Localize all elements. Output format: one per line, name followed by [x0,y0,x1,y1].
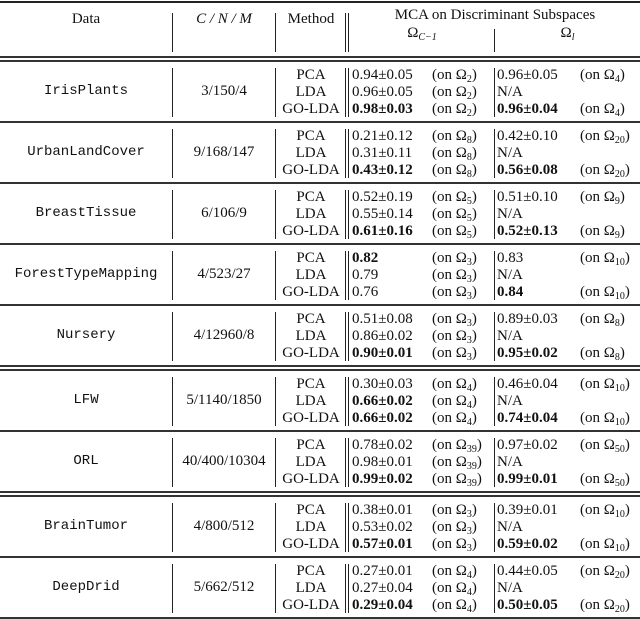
header-omega-c1: $\Omega_{C-1}$ [407,25,437,43]
score-omega-c1: 0.43±0.12 [352,162,413,178]
table-row [0,376,640,393]
method-label: PCA [296,250,326,266]
subspace-label: (on $\Omega_5$) [432,189,477,207]
subspace-label: (on $\Omega_{20}$) [580,128,630,146]
table-row [0,145,640,162]
table-row [0,128,640,145]
subspace-label: (on $\Omega_{10}$) [580,250,630,268]
method-label: LDA [295,393,327,409]
table-row [0,437,640,454]
method-label: PCA [296,311,326,327]
table-row [0,206,640,223]
subspace-label: (on $\Omega_4$) [432,597,477,615]
table-row [0,597,640,614]
method-label: GO-LDA [282,410,340,426]
subspace-label: (on $\Omega_3$) [432,311,477,329]
subspace-label: (on $\Omega_4$) [432,563,477,581]
dataset-cnm: 9/168/147 [193,144,255,160]
score-omega-c1: 0.30±0.03 [352,376,413,392]
subspace-label: (on $\Omega_{20}$) [580,162,630,180]
table-row [0,536,640,553]
method-label: PCA [296,376,326,392]
header-omega-l: $\Omega_l$ [560,25,575,43]
subspace-label: (on $\Omega_{50}$) [580,437,630,455]
score-omega-c1: 0.90±0.01 [352,345,413,361]
method-label: LDA [295,267,327,283]
method-label: LDA [295,84,327,100]
method-label: GO-LDA [282,536,340,552]
subspace-label: (on $\Omega_{10}$) [580,536,630,554]
dataset-cnm: 40/400/10304 [182,453,266,469]
subspace-label: (on $\Omega_{39}$) [432,454,482,472]
score-omega-l: N/A [497,393,523,409]
table-row [0,189,640,206]
score-omega-l: 0.52±0.13 [497,223,558,239]
score-omega-c1: 0.21±0.12 [352,128,413,144]
score-omega-c1: 0.78±0.02 [352,437,413,453]
dataset-group [0,123,640,182]
subspace-label: (on $\Omega_5$) [432,206,477,224]
score-omega-c1: 0.53±0.02 [352,519,413,535]
method-label: PCA [296,128,326,144]
score-omega-l: 0.42±0.10 [497,128,558,144]
table-row [0,519,640,536]
score-omega-l: N/A [497,206,523,222]
score-omega-l: 0.44±0.05 [497,563,558,579]
score-omega-c1: 0.66±0.02 [352,393,413,409]
table-row [0,502,640,519]
score-omega-c1: 0.98±0.03 [352,101,413,117]
subspace-label: (on $\Omega_8$) [432,128,477,146]
subspace-label: (on $\Omega_{10}$) [580,410,630,428]
method-label: PCA [296,189,326,205]
dataset-name: ForestTypeMapping [14,266,158,282]
score-omega-c1: 0.66±0.02 [352,410,413,426]
dataset-group [0,184,640,243]
table-row [0,311,640,328]
score-omega-l: N/A [497,580,523,596]
table-row [0,471,640,488]
method-label: GO-LDA [282,345,340,361]
subspace-label: (on $\Omega_8$) [580,311,625,329]
dataset-name: DeepDrid [52,579,120,595]
dataset-group [0,371,640,430]
table-row [0,223,640,240]
method-label: GO-LDA [282,284,340,300]
dataset-name: LFW [73,392,99,408]
method-label: LDA [295,519,327,535]
score-omega-c1: 0.52±0.19 [352,189,413,205]
subspace-label: (on $\Omega_8$) [580,345,625,363]
score-omega-l: 0.96±0.04 [497,101,558,117]
table-row [0,284,640,301]
subspace-label: (on $\Omega_4$) [580,101,625,119]
table-row [0,67,640,84]
score-omega-c1: 0.31±0.11 [352,145,413,161]
subspace-label: (on $\Omega_3$) [432,536,477,554]
score-omega-l: 0.39±0.01 [497,502,558,518]
method-label: LDA [295,454,327,470]
subspace-label: (on $\Omega_4$) [432,580,477,598]
table-row [0,410,640,427]
score-omega-c1: 0.27±0.04 [352,580,413,596]
method-label: PCA [296,563,326,579]
dataset-group [0,62,640,121]
method-label: PCA [296,502,326,518]
dataset-group [0,306,640,365]
method-label: GO-LDA [282,223,340,239]
subspace-label: (on $\Omega_3$) [432,284,477,302]
score-omega-c1: 0.55±0.14 [352,206,413,222]
subspace-label: (on $\Omega_2$) [432,84,477,102]
results-table [0,1,640,619]
score-omega-c1: 0.76 [352,284,379,300]
dataset-name: UrbanLandCover [27,144,145,160]
score-omega-c1: 0.96±0.05 [352,84,413,100]
score-omega-l: 0.83 [497,250,524,266]
header-method: Method [287,11,335,27]
dataset-cnm: 4/800/512 [193,518,255,534]
dataset-name: Nursery [56,327,116,343]
dataset-cnm: 3/150/4 [201,83,247,99]
subspace-label: (on $\Omega_9$) [580,223,625,241]
subspace-label: (on $\Omega_{39}$) [432,437,482,455]
method-label: GO-LDA [282,471,340,487]
score-omega-l: N/A [497,519,523,535]
subspace-label: (on $\Omega_4$) [432,410,477,428]
score-omega-c1: 0.57±0.01 [352,536,413,552]
dataset-cnm: 4/523/27 [197,266,251,282]
subspace-label: (on $\Omega_{20}$) [580,597,630,615]
subspace-label: (on $\Omega_2$) [432,101,477,119]
score-omega-l: 0.56±0.08 [497,162,558,178]
method-label: GO-LDA [282,162,340,178]
table-row [0,393,640,410]
dataset-group [0,432,640,491]
dataset-name: BrainTumor [43,518,128,534]
subspace-label: (on $\Omega_4$) [580,67,625,85]
score-omega-c1: 0.99±0.02 [352,471,413,487]
score-omega-c1: 0.79 [352,267,379,283]
score-omega-l: 0.59±0.02 [497,536,558,552]
score-omega-l: N/A [497,267,523,283]
dataset-name: IrisPlants [43,83,128,99]
score-omega-c1: 0.27±0.01 [352,563,413,579]
subspace-label: (on $\Omega_3$) [432,267,477,285]
header-mca: MCA on Discriminant Subspaces [394,7,596,23]
subspace-label: (on $\Omega_2$) [432,67,477,85]
score-omega-l: N/A [497,84,523,100]
score-omega-l: 0.97±0.02 [497,437,558,453]
score-omega-l: 0.50±0.05 [497,597,558,613]
score-omega-c1: 0.38±0.01 [352,502,413,518]
dataset-group [0,497,640,556]
score-omega-l: 0.46±0.04 [497,376,558,392]
table-row [0,101,640,118]
score-omega-l: 0.96±0.05 [497,67,558,83]
score-omega-c1: 0.86±0.02 [352,328,413,344]
dataset-name: ORL [73,453,99,469]
table-row [0,267,640,284]
method-label: PCA [296,67,326,83]
subspace-label: (on $\Omega_5$) [432,223,477,241]
subspace-label: (on $\Omega_{39}$) [432,471,482,489]
method-label: LDA [295,145,327,161]
subspace-label: (on $\Omega_3$) [432,519,477,537]
header-cnm: C / N / M [196,11,252,27]
dataset-cnm: 4/12960/8 [193,327,255,343]
dataset-group [0,558,640,617]
table-row [0,162,640,179]
table-row [0,328,640,345]
score-omega-l: 0.95±0.02 [497,345,558,361]
table-header [0,3,640,56]
method-label: PCA [296,437,326,453]
score-omega-c1: 0.98±0.01 [352,454,413,470]
table-row [0,454,640,471]
score-omega-l: N/A [497,454,523,470]
score-omega-l: N/A [497,328,523,344]
dataset-cnm: 5/1140/1850 [186,392,262,408]
score-omega-l: 0.89±0.03 [497,311,558,327]
subspace-label: (on $\Omega_9$) [580,189,625,207]
method-label: LDA [295,580,327,596]
subspace-label: (on $\Omega_3$) [432,502,477,520]
subspace-label: (on $\Omega_4$) [432,393,477,411]
method-label: GO-LDA [282,597,340,613]
dataset-cnm: 5/662/512 [193,579,255,595]
subspace-label: (on $\Omega_8$) [432,162,477,180]
subspace-label: (on $\Omega_3$) [432,250,477,268]
table-row [0,345,640,362]
score-omega-c1: 0.29±0.04 [352,597,413,613]
method-label: LDA [295,206,327,222]
subspace-label: (on $\Omega_4$) [432,376,477,394]
score-omega-l: 0.99±0.01 [497,471,558,487]
dataset-group [0,245,640,304]
method-label: GO-LDA [282,101,340,117]
subspace-label: (on $\Omega_{10}$) [580,376,630,394]
table-row [0,250,640,267]
score-omega-l: N/A [497,145,523,161]
score-omega-l: 0.51±0.10 [497,189,558,205]
subspace-label: (on $\Omega_{10}$) [580,502,630,520]
dataset-name: BreastTissue [35,205,137,221]
score-omega-c1: 0.51±0.08 [352,311,413,327]
table-row [0,580,640,597]
score-omega-c1: 0.94±0.05 [352,67,413,83]
subspace-label: (on $\Omega_3$) [432,328,477,346]
table-row [0,84,640,101]
subspace-label: (on $\Omega_{10}$) [580,284,630,302]
score-omega-l: 0.74±0.04 [497,410,558,426]
dataset-cnm: 6/106/9 [201,205,247,221]
method-label: LDA [295,328,327,344]
header-data: Data [71,11,101,27]
score-omega-c1: 0.82 [352,250,379,266]
score-omega-l: 0.84 [497,284,524,300]
subspace-label: (on $\Omega_{50}$) [580,471,630,489]
subspace-label: (on $\Omega_8$) [432,145,477,163]
subspace-label: (on $\Omega_{20}$) [580,563,630,581]
subspace-label: (on $\Omega_3$) [432,345,477,363]
score-omega-c1: 0.61±0.16 [352,223,413,239]
table-row [0,563,640,580]
